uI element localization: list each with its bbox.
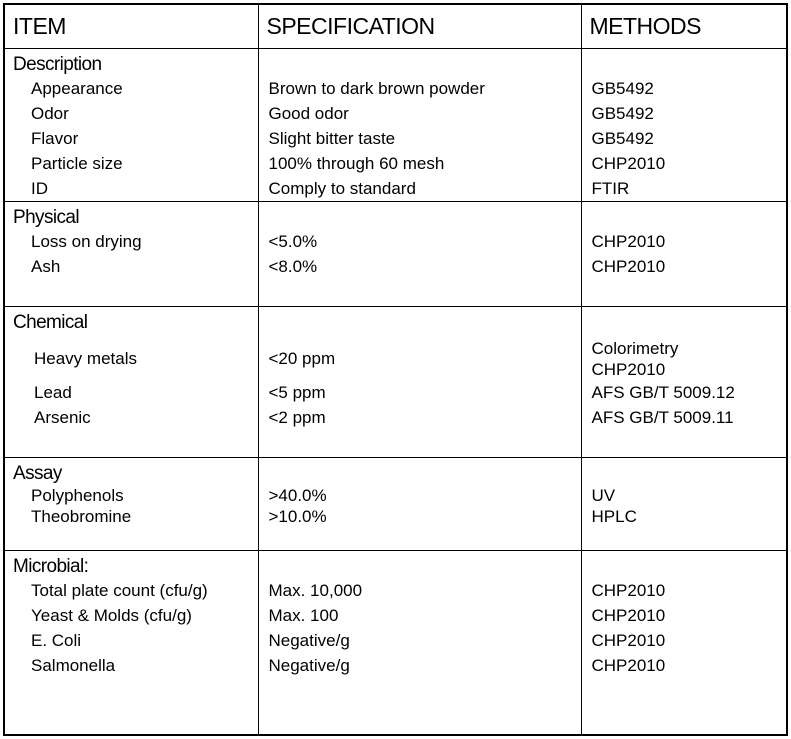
- item-label: Flavor: [31, 129, 79, 148]
- item-label: Theobromine: [31, 507, 132, 526]
- physical-items: [5, 202, 258, 307]
- item-label: Yeast & Molds (cfu/g): [31, 606, 192, 625]
- spec-value: Comply to standard: [268, 179, 416, 198]
- spec-value: Brown to dark brown powder: [268, 79, 485, 98]
- spec-value: <8.0%: [268, 257, 318, 276]
- item-label: Polyphenols: [31, 486, 124, 505]
- spec-value: <5.0%: [268, 232, 318, 251]
- method-value: Colorimetry: [591, 339, 679, 358]
- method-value: GB5492: [591, 129, 654, 148]
- method-value: GB5492: [591, 104, 654, 123]
- item-label: Appearance: [31, 79, 123, 98]
- section-title: Assay: [13, 463, 62, 484]
- section-title: Microbial:: [13, 556, 89, 577]
- spec-value: Good odor: [268, 104, 349, 123]
- header-specification: SPECIFICATION: [258, 5, 581, 49]
- physical-methods: [581, 202, 786, 307]
- section-title: Chemical: [13, 312, 88, 333]
- spec-value: Slight bitter taste: [268, 129, 396, 148]
- item-label: Particle size: [31, 154, 123, 173]
- header-row: [5, 5, 786, 49]
- spec-value: >10.0%: [268, 507, 327, 526]
- item-label: Total plate count (cfu/g): [31, 581, 208, 600]
- method-value: CHP2010: [591, 606, 666, 625]
- microbial-methods: [581, 551, 786, 735]
- chemical-methods: [581, 307, 786, 458]
- section-title: Description: [13, 54, 102, 75]
- item-label: ID: [31, 179, 48, 198]
- chemical-items: [5, 307, 258, 458]
- method-value: CHP2010: [591, 656, 666, 675]
- method-value-multi: [582, 338, 787, 380]
- item-label: Lead: [34, 383, 72, 402]
- description-items: [5, 49, 258, 202]
- item-label: Loss on drying: [31, 232, 142, 251]
- microbial-specs: [258, 551, 581, 735]
- assay-items: [5, 458, 258, 551]
- item-label: Arsenic: [34, 408, 91, 427]
- section-microbial: [5, 551, 786, 735]
- physical-specs: [258, 202, 581, 307]
- method-value: CHP2010: [591, 631, 666, 650]
- microbial-items: [5, 551, 258, 735]
- header-methods: METHODS: [581, 5, 786, 49]
- spec-value: Negative/g: [268, 631, 350, 650]
- item-label: E. Coli: [31, 631, 82, 650]
- method-value: CHP2010: [591, 581, 666, 600]
- method-value: AFS GB/T 5009.12: [591, 383, 735, 402]
- spec-table: [5, 5, 786, 734]
- specification-sheet: [3, 3, 788, 736]
- item-label: Heavy metals: [34, 349, 137, 368]
- method-value: CHP2010: [591, 154, 666, 173]
- section-title: Physical: [13, 207, 79, 228]
- spec-value: >40.0%: [268, 486, 327, 505]
- item-label: Ash: [31, 257, 61, 276]
- method-value: HPLC: [591, 507, 637, 526]
- section-chemical: [5, 307, 786, 458]
- method-value: AFS GB/T 5009.11: [591, 408, 734, 427]
- method-value: CHP2010: [591, 360, 666, 379]
- spec-value: <20 ppm: [268, 349, 336, 368]
- description-specs: [258, 49, 581, 202]
- spec-value: 100% through 60 mesh: [268, 154, 445, 173]
- item-label: Odor: [31, 104, 69, 123]
- spec-value: <2 ppm: [268, 408, 326, 427]
- method-value: FTIR: [591, 179, 630, 198]
- spec-value: Negative/g: [268, 656, 350, 675]
- description-methods: [581, 49, 786, 202]
- item-label: Salmonella: [31, 656, 116, 675]
- header-item: ITEM: [5, 5, 258, 49]
- spec-value: Max. 10,000: [268, 581, 363, 600]
- assay-specs: [258, 458, 581, 551]
- chemical-specs: [258, 307, 581, 458]
- spec-value: Max. 100: [268, 606, 339, 625]
- method-value: GB5492: [591, 79, 654, 98]
- spec-value: <5 ppm: [268, 383, 326, 402]
- section-description: [5, 49, 786, 202]
- section-physical: [5, 202, 786, 307]
- section-assay: [5, 458, 786, 551]
- assay-methods: [581, 458, 786, 551]
- method-value: CHP2010: [591, 257, 666, 276]
- method-value: CHP2010: [591, 232, 666, 251]
- method-value: UV: [591, 486, 616, 505]
